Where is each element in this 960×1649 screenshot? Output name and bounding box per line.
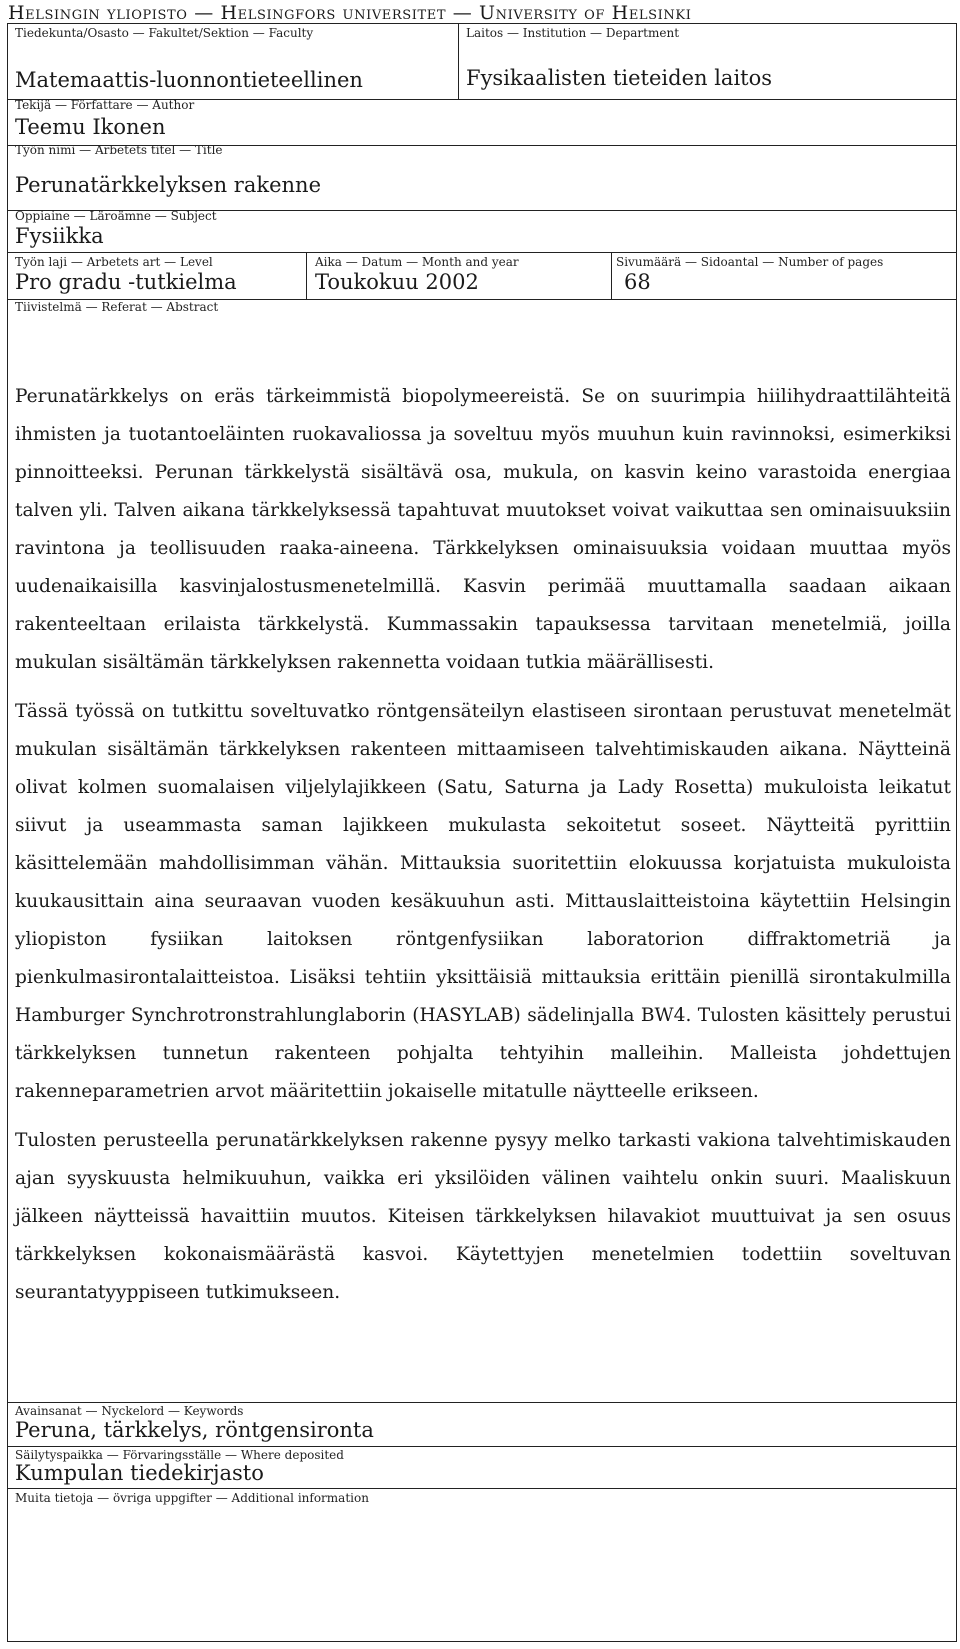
faculty-value: Matemaattis-luonnontieteellinen: [15, 68, 363, 92]
level-value: Pro gradu -tutkielma: [15, 270, 237, 294]
abstract-body: [15, 378, 951, 1323]
abstract-paragraph: Tulosten perusteella perunatärkkelyksen rakenne pysyy melko tarkasti vakiona talvehtimiskauden ajan syyskuusta helmikuuhun, vaikka eri yksilöiden välinen vaihtelu onkin suuri. Maaliskuun jälkeen näytteissä havaittiin muutos. Kiteisen tärkkelyksen hilavakiot muuttuivat ja sen osuus tärkkelyksen kokonaismäärästä kasvoi. Käytettyjen menetelmien todettiin soveltuvan seurantatyyppiseen tutkimukseen.: [15, 1130, 951, 1303]
title-value: Perunatärkkelyksen rakenne: [15, 173, 321, 197]
date-label: Aika — Datum — Month and year: [315, 255, 519, 269]
subject-label: Oppiaine — Läroämne — Subject: [15, 209, 217, 223]
form-row-divider: [458, 24, 459, 99]
abstract-form: [7, 23, 957, 1642]
author-value: Teemu Ikonen: [15, 115, 166, 139]
university-header: Helsingin yliopisto — Helsingfors universitet — University of Helsinki: [8, 2, 692, 24]
level-label: Työn laji — Arbetets art — Level: [15, 255, 213, 269]
keywords-value: Peruna, tärkkelys, röntgensironta: [15, 1418, 374, 1442]
abstract-paragraph: Perunatärkkelys on eräs tärkeimmistä biopolymeereistä. Se on suurimpia hiilihydraattilähteitä ihmisten ja tuotantoeläinten ruokavaliossa ja soveltuu myös muuhun kuin ravinnoksi, esimerkiksi pinnoitteeksi. Perunan tärkkelystä sisältävä osa, mukula, on kasvin keino varastoida energiaa talven yli. Talven aikana tärkkelyksessä tapahtuvat muutokset voivat vaikuttaa sen ominaisuuksiin ravintona ja teollisuuden raaka-aineena. Tärkkelyksen ominaisuuksia voidaan muuttaa myös uudenaikaisilla kasvinjalostusmenetelmillä. Kasvin perimää muuttamalla saadaan aikaan rakenteeltaan erilaista tärkkelystä. Kummassakin tapauksessa tarvitaan menetelmiä, joilla mukulan sisältämän tärkkelyksen rakennetta voidaan tutkia määrällisesti.: [15, 386, 951, 673]
department-value: Fysikaalisten tieteiden laitos: [466, 66, 773, 90]
pages-label: Sivumäärä — Sidoantal — Number of pages: [616, 255, 884, 269]
date-value: Toukokuu 2002: [315, 270, 479, 294]
form-row-divider: [8, 1446, 956, 1447]
form-row-divider: [8, 1488, 956, 1489]
faculty-label: Tiedekunta/Osasto — Fakultet/Sektion — Faculty: [15, 26, 314, 40]
deposited-value: Kumpulan tiedekirjasto: [15, 1461, 264, 1485]
abstract-paragraph: Tässä työssä on tutkittu soveltuvatko röntgensäteilyn elastiseen sirontaan perustuvat menetelmät mukulan sisältämän tärkkelyksen rakenteen mittaamiseen talvehtimiskauden aikana. Näytteinä olivat kolmen suomalaisen viljelylajikkeen (Satu, Saturna ja Lady Rosetta) mukuloista leikatut siivut ja useammasta saman lajikkeen mukulasta sekoitetut soseet. Näytteitä pyrittiin käsittelemään mahdollisimman vähän. Mittauksia suoritettiin elokuussa korjatuista mukuloista kuukausittain aina seuraavan vuoden kesäkuuhun asti. Mittauslaitteistoina käytettiin Helsingin yliopiston fysiikan laitoksen röntgenfysiikan laboratorion diffraktometriä ja pienkulmasirontalaitteistoa. Lisäksi tehtiin yksittäisiä mittauksia erittäin pienillä sirontakulmilla Hamburger Synchrotronstrahlunglaborin (HASYLAB) sädelinjalla BW4. Tulosten käsittely perustui tärkkelyksen tunnetun rakenteen pohjalta tehtyihin malleihin. Malleista johdettujen rakenneparametrien arvot määritettiin jokaiselle mitatulle näytteelle erikseen.: [15, 701, 951, 1102]
form-row-divider: [306, 252, 307, 299]
form-row-divider: [611, 252, 612, 299]
deposited-label: Säilytyspaikka — Förvaringsställe — Where deposited: [15, 1448, 344, 1462]
pages-value: 68: [624, 270, 651, 294]
department-label: Laitos — Institution — Department: [466, 26, 680, 40]
title-label: Työn nimi — Arbetets titel — Title: [15, 143, 223, 157]
subject-value: Fysiikka: [15, 224, 104, 248]
abstract-label: Tiivistelmä — Referat — Abstract: [15, 300, 219, 314]
keywords-label: Avainsanat — Nyckelord — Keywords: [15, 1404, 244, 1418]
form-row-divider: [8, 1402, 956, 1403]
author-label: Tekijä — Författare — Author: [15, 98, 195, 112]
additional-info-label: Muita tietoja — övriga uppgifter — Additional information: [15, 1491, 369, 1505]
form-row-divider: [8, 252, 956, 253]
